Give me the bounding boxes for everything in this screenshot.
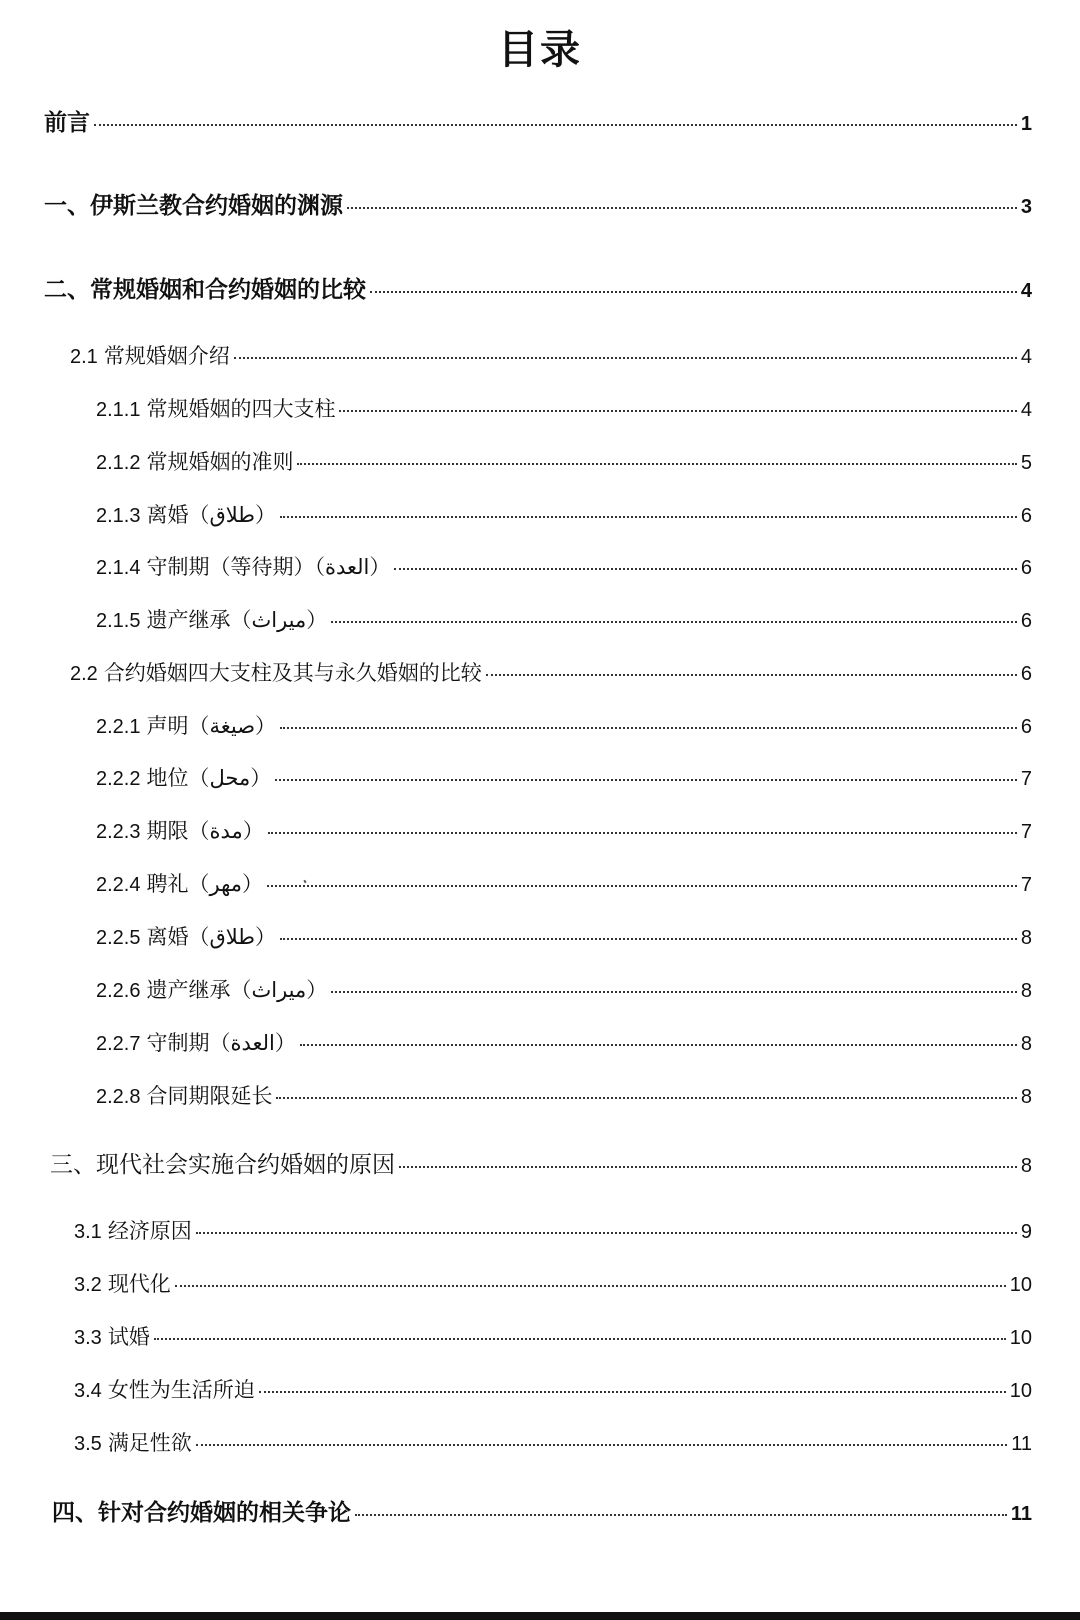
- toc-entry-2-1-5[interactable]: [96, 604, 1032, 634]
- toc-entry-2-1-1[interactable]: [96, 393, 1032, 423]
- toc-entry-text: 四、针对合约婚姻的相关争论: [52, 1499, 351, 1526]
- toc-entry-chapter-4[interactable]: [52, 1494, 1032, 1527]
- toc-leader: [94, 124, 1017, 126]
- toc-entry-preface[interactable]: [44, 104, 1032, 137]
- toc-leader: [275, 779, 1017, 781]
- toc-page-number: 4: [1020, 280, 1032, 302]
- toc-page-number: 10: [1009, 1380, 1032, 1402]
- toc-entry-text: 遗产继承（ميراث）: [146, 978, 328, 1002]
- toc-page-number: 8: [1020, 1033, 1032, 1055]
- toc-entry-2-2-2[interactable]: [96, 762, 1032, 792]
- toc-leader: [347, 207, 1017, 209]
- toc-entry-text: 守制期（等待期）（العدة）: [146, 555, 391, 579]
- toc-leader: [280, 727, 1017, 729]
- toc-leader: [154, 1338, 1006, 1340]
- toc-entry-3-3[interactable]: [74, 1321, 1032, 1351]
- toc-page-number: 4: [1020, 399, 1032, 421]
- toc-page-number: 6: [1020, 505, 1032, 527]
- toc-entry-2-2-5[interactable]: [96, 921, 1032, 951]
- toc-entry-number: 2.2.1: [96, 716, 141, 738]
- toc-entry-number: 2.2: [70, 663, 98, 685]
- toc-entry-text: 经济原因: [107, 1219, 192, 1243]
- toc-entry-text: 离婚（طلاق）: [146, 503, 277, 527]
- toc-leader: [300, 1044, 1017, 1046]
- toc-entry-number: 3.1: [74, 1221, 102, 1243]
- toc-page-number: 8: [1020, 927, 1032, 949]
- toc-leader: [331, 621, 1017, 623]
- toc-entry-text: 守制期（العدة）: [146, 1031, 296, 1055]
- toc-entry-2-1-3[interactable]: [96, 499, 1032, 529]
- toc-entry-2-1[interactable]: [70, 340, 1032, 370]
- toc-entry-2-2[interactable]: [70, 657, 1032, 687]
- toc-entry-number: 3.2: [74, 1274, 102, 1296]
- toc-entry-number: 2.2.7: [96, 1033, 141, 1055]
- toc-entry-number: 2.1.3: [96, 505, 141, 527]
- toc-page-number: 8: [1020, 1086, 1032, 1108]
- toc-leader: [394, 568, 1017, 570]
- toc-entry-text: 满足性欲: [107, 1431, 192, 1455]
- toc-page-number: 10: [1009, 1274, 1032, 1296]
- toc-page-number: 6: [1020, 663, 1032, 685]
- toc-page-number: 11: [1010, 1503, 1032, 1525]
- toc-entry-3-4[interactable]: [74, 1374, 1032, 1404]
- toc-page-number: 6: [1020, 716, 1032, 738]
- toc-entry-text: 常规婚姻的准则: [146, 450, 294, 474]
- toc-entry-text: 三、现代社会实施合约婚姻的原因: [50, 1152, 395, 1178]
- toc-entry-number: 2.1.5: [96, 610, 141, 632]
- toc-entry-2-1-4[interactable]: [96, 551, 1032, 581]
- toc-entry-2-2-3[interactable]: [96, 815, 1032, 845]
- toc-leader: [280, 938, 1017, 940]
- toc-entry-number: 2.2.5: [96, 927, 141, 949]
- toc-leader: [355, 1514, 1007, 1516]
- toc-entry-number: 3.5: [74, 1433, 102, 1455]
- toc-page-number: 9: [1020, 1221, 1032, 1243]
- toc-leader: [267, 885, 1017, 887]
- toc-entry-number: 2.1.2: [96, 452, 141, 474]
- toc-page-number: 5: [1020, 452, 1032, 474]
- toc-page-number: 10: [1009, 1327, 1032, 1349]
- toc-entry-chapter-2[interactable]: [44, 271, 1032, 304]
- toc-entry-text: 现代化: [107, 1272, 171, 1296]
- toc-leader: [339, 410, 1016, 412]
- toc-page-number: 7: [1020, 768, 1032, 790]
- toc-entry-3-5[interactable]: [74, 1427, 1032, 1457]
- toc-entry-number: 3.3: [74, 1327, 102, 1349]
- toc-entry-number: 2.1: [70, 346, 98, 368]
- toc-entry-text: 地位（محل）: [146, 766, 272, 790]
- toc-page-number: 11: [1011, 1433, 1032, 1455]
- scan-bottom-edge: [0, 1612, 1080, 1620]
- toc-entry-number: 2.2.8: [96, 1086, 141, 1108]
- toc-leader: [234, 357, 1017, 359]
- toc-entry-text: 前言: [44, 109, 90, 136]
- toc-entry-number: 2.2.3: [96, 821, 141, 843]
- toc-entry-3-2[interactable]: [74, 1268, 1032, 1298]
- toc-entry-text: 女性为生活所迫: [107, 1378, 255, 1402]
- toc-entry-2-2-8[interactable]: [96, 1080, 1032, 1110]
- toc-leader: [175, 1285, 1006, 1287]
- toc-entry-text: 聘礼（مهر）: [146, 872, 263, 896]
- toc-entry-3-1[interactable]: [74, 1215, 1032, 1245]
- toc-entry-chapter-3[interactable]: [50, 1146, 1032, 1179]
- toc-page-number: 6: [1020, 610, 1032, 632]
- toc-entry-2-2-6[interactable]: [96, 974, 1032, 1004]
- toc-page-number: 4: [1020, 346, 1032, 368]
- toc-entry-2-2-4[interactable]: [96, 868, 1032, 898]
- toc-leader: [486, 674, 1017, 676]
- toc-entry-text: 合同期限延长: [146, 1084, 273, 1108]
- toc-page-number: 1: [1020, 113, 1032, 135]
- toc-leader: [196, 1444, 1007, 1446]
- toc-entry-number: 2.2.4: [96, 874, 141, 896]
- toc-entry-text: 遗产继承（ميراث）: [146, 608, 328, 632]
- toc-entry-text: 一、伊斯兰教合约婚姻的渊源: [44, 192, 343, 219]
- toc-entry-chapter-1[interactable]: [44, 187, 1032, 220]
- toc-page-number: 8: [1020, 1155, 1032, 1177]
- toc-entry-number: 2.2.2: [96, 768, 141, 790]
- toc-leader: [259, 1391, 1006, 1393]
- toc-page-number: 6: [1020, 557, 1032, 579]
- toc-leader: [331, 991, 1017, 993]
- toc-entry-text: 二、常规婚姻和合约婚姻的比较: [44, 276, 366, 303]
- toc-leader: [196, 1232, 1017, 1234]
- toc-entry-number: 2.2.6: [96, 980, 141, 1002]
- toc-page-number: 3: [1020, 196, 1032, 218]
- toc-entry-2-2-1[interactable]: [96, 710, 1032, 740]
- toc-leader: [280, 516, 1017, 518]
- toc-leader: [276, 1097, 1016, 1099]
- toc-entry-number: 2.1.4: [96, 557, 141, 579]
- toc-entry-text: 常规婚姻的四大支柱: [146, 397, 336, 421]
- toc-page-number: 8: [1020, 980, 1032, 1002]
- toc-entry-number: 3.4: [74, 1380, 102, 1402]
- toc-page-number: 7: [1020, 874, 1032, 896]
- toc-entry-text: 常规婚姻介绍: [103, 344, 230, 368]
- toc-leader: [268, 832, 1017, 834]
- toc-leader: [370, 291, 1017, 293]
- toc-entry-text: 合约婚姻四大支柱及其与永久婚姻的比较: [103, 661, 482, 685]
- toc-entry-number: 2.1.1: [96, 399, 141, 421]
- toc-leader: [399, 1166, 1017, 1168]
- toc-page-number: 7: [1020, 821, 1032, 843]
- toc-entry-text: 试婚: [107, 1325, 150, 1349]
- toc-entry-2-2-7[interactable]: [96, 1027, 1032, 1057]
- toc-entry-text: 离婚（طلاق）: [146, 925, 277, 949]
- toc-entry-text: 期限（مدة）: [146, 819, 264, 843]
- page-title: 目录: [498, 26, 582, 73]
- toc-entry-text: 声明（صيغة）: [146, 714, 277, 738]
- toc-entry-2-1-2[interactable]: [96, 446, 1032, 476]
- toc-leader: [297, 463, 1016, 465]
